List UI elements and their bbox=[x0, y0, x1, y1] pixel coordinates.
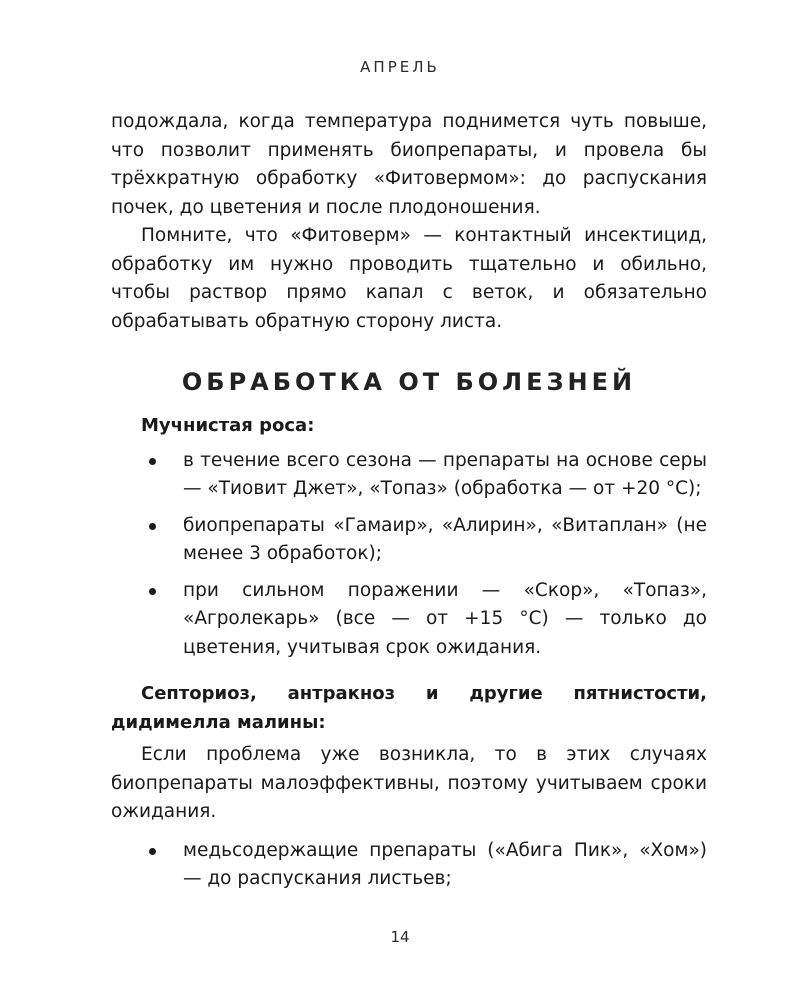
paragraph-continuation: подождала, когда температура поднимется чуть повыше, что позволит применять биопрепараты, и провела бы трёхкратную обработку «Фитовермом»: до распускания почек, до цветения и после плодоношения. bbox=[111, 111, 707, 218]
list-item bbox=[111, 447, 707, 504]
page-content bbox=[111, 108, 707, 902]
bullet-icon bbox=[149, 523, 156, 530]
list-item bbox=[111, 837, 707, 894]
subheading-septoria: Септориоз, антракноз и другие пятнистости, дидимелла малины: bbox=[111, 683, 707, 733]
septoria-list bbox=[111, 837, 707, 894]
subheading-powdery-mildew: Мучнистая роса: bbox=[141, 415, 315, 436]
running-header: АПРЕЛЬ bbox=[360, 58, 440, 76]
list-item-text: в течение всего сезона — препараты на основе серы — «Тиовит Джет», «Топаз» (обработка — от +20 °С); bbox=[183, 449, 707, 499]
bullet-icon bbox=[149, 848, 156, 855]
section-title: ОБРАБОТКА ОТ БОЛЕЗНЕЙ bbox=[181, 368, 637, 396]
powdery-mildew-list bbox=[111, 447, 707, 663]
bullet-icon bbox=[149, 458, 156, 465]
bullet-icon bbox=[149, 588, 156, 595]
paragraph-fitoverm: Помните, что «Фитоверм» — контактный инсектицид, обработку им нужно проводить тщательно и обильно, чтобы раствор прямо капал с веток, и обязательно обрабатывать обратную сторону листа. bbox=[111, 225, 707, 332]
list-item-text: медьсодержащие препараты («Абига Пик», «Хом») — до распускания листьев; bbox=[183, 839, 707, 889]
list-item bbox=[111, 512, 707, 569]
list-item-text: при сильном поражении — «Скор», «Топаз», «Агролекарь» (все — от +15 °С) — только до цветения, учитывая срок ожидания. bbox=[183, 579, 707, 658]
list-item-text: биопрепараты «Гамаир», «Алирин», «Витаплан» (не менее 3 обработок); bbox=[183, 514, 707, 564]
page-number: 14 bbox=[390, 928, 410, 946]
list-item bbox=[111, 577, 707, 663]
paragraph-septoria: Если проблема уже возникла, то в этих случаях биопрепараты малоэффективны, поэтому учитываем сроки ожидания. bbox=[111, 744, 707, 822]
